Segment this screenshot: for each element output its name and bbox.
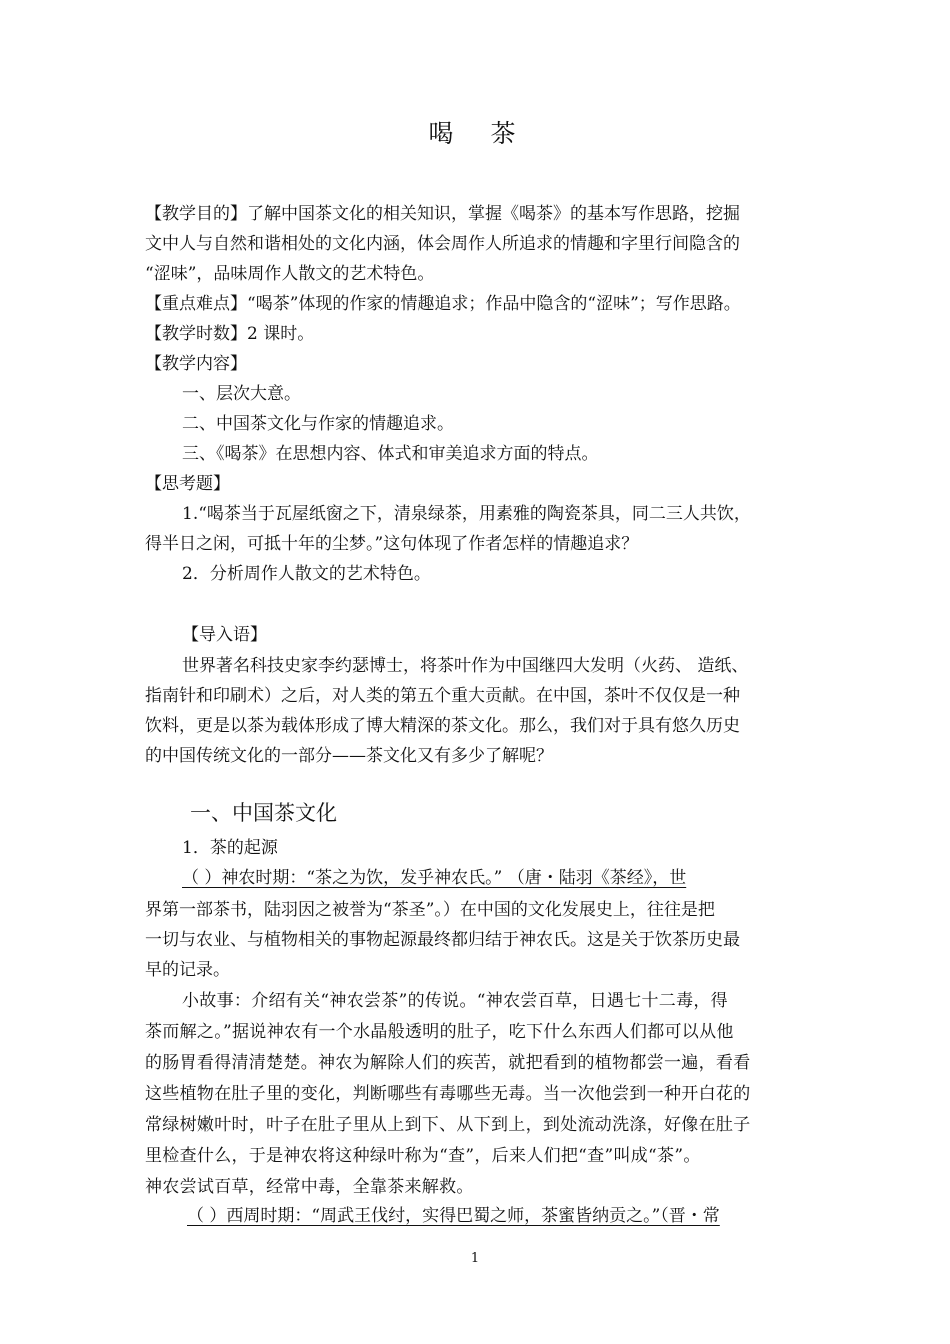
page-number: 1	[470, 1251, 480, 1266]
question-1-line-2: 得半日之闲，可抵十年的尘梦。”这句体现了作者怎样的情趣追求？	[145, 534, 639, 554]
western-zhou-line: （ ）西周时期：“周武王伐纣，实得巴蜀之师，茶蜜皆纳贡之。”（晋・常	[187, 1206, 720, 1226]
content-item-3: 三、《喝茶》在思想内容、体式和审美追求方面的特点。	[182, 444, 599, 464]
shennong-period-line-2: 界第一部茶书，陆羽因之被誉为“茶圣”。）在中国的文化发展史上，往往是把	[145, 900, 715, 920]
teaching-content-heading: 【教学内容】	[145, 354, 247, 374]
shennong-period-line-3: 一切与农业、与植物相关的事物起源最终都归结于神农氏。这是关于饮茶历史最	[145, 930, 740, 950]
document-title: 喝 茶	[428, 119, 522, 148]
teaching-hours-line: 【教学时数】2 课时。	[145, 324, 315, 344]
questions-heading: 【思考题】	[145, 474, 230, 494]
content-item-2: 二、中国茶文化与作家的情趣追求。	[182, 414, 454, 434]
teaching-goal-line-1: 【教学目的】了解中国茶文化的相关知识，掌握《喝茶》的基本写作思路，挖掘	[145, 204, 740, 224]
story-line-1: 小故事：介绍有关“神农尝茶”的传说。“神农尝百草，日遇七十二毒，得	[182, 991, 728, 1011]
intro-line-3: 饮料，更是以茶为载体形成了博大精深的茶文化。那么，我们对于具有悠久历史	[145, 716, 740, 736]
story-line-7: 神农尝试百草，经常中毒，全靠茶来解救。	[145, 1177, 474, 1197]
subheading-tea-origin: 1．茶的起源	[182, 838, 278, 858]
story-line-2: 茶而解之。”据说神农有一个水晶般透明的肚子，吃下什么东西人们都可以从他	[145, 1022, 734, 1042]
shennong-period-line-4: 早的记录。	[145, 960, 230, 980]
key-points-line: 【重点难点】“喝茶”体现的作家的情趣追求；作品中隐含的“涩味”；写作思路。	[145, 294, 741, 314]
intro-heading: 【导入语】	[182, 625, 267, 645]
section-heading-tea-culture: 一、中国茶文化	[190, 801, 337, 825]
intro-line-1: 世界著名科技史家李约瑟博士，将茶叶作为中国继四大发明（火药、 造纸、	[182, 656, 749, 676]
question-2: 2．分析周作人散文的艺术特色。	[182, 564, 431, 584]
intro-line-2: 指南针和印刷术）之后，对人类的第五个重大贡献。在中国，茶叶不仅仅是一种	[145, 686, 740, 706]
story-line-3: 的肠胃看得清清楚楚。神农为解除人们的疾苦，就把看到的植物都尝一遍，看看	[145, 1053, 751, 1073]
story-line-5: 常绿树嫩叶时，叶子在肚子里从上到下、从下到上，到处流动洗涤，好像在肚子	[145, 1115, 751, 1135]
content-item-1: 一、层次大意。	[182, 384, 301, 404]
teaching-goal-line-2: 文中人与自然和谐相处的文化内涵，体会周作人所追求的情趣和字里行间隐含的	[145, 234, 740, 254]
teaching-goal-line-3: “涩味”，品味周作人散文的艺术特色。	[145, 264, 435, 284]
story-line-4: 这些植物在肚子里的变化，判断哪些有毒哪些无毒。当一次他尝到一种开白花的	[145, 1084, 751, 1104]
story-line-6: 里检查什么，于是神农将这种绿叶称为“查”，后来人们把“查”叫成“茶”。	[145, 1146, 701, 1166]
question-1-line-1: 1.“喝茶当于瓦屋纸窗之下，清泉绿茶，用素雅的陶瓷茶具，同二三人共饮，	[182, 504, 751, 524]
shennong-period-line-1: （ ）神农时期：“茶之为饮，发乎神农氏。” （唐・陆羽《茶经》，世	[182, 868, 687, 888]
intro-line-4: 的中国传统文化的一部分——茶文化又有多少了解呢？	[145, 746, 553, 766]
